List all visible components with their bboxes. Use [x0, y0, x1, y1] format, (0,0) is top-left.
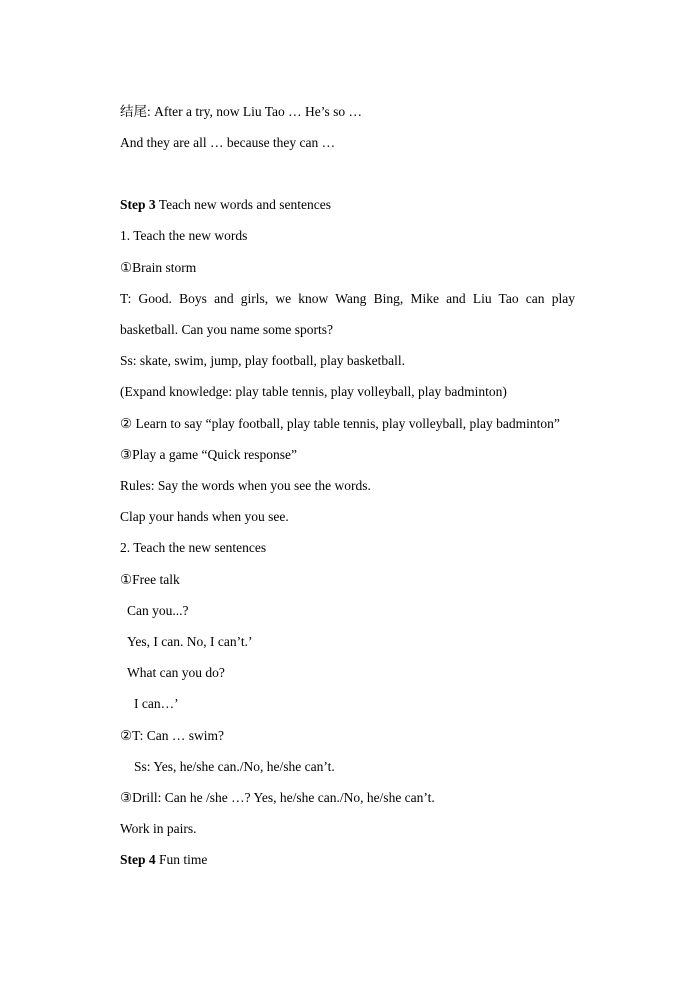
list-item: ①Brain storm [120, 260, 197, 275]
list-item: ② Learn to say “play football, play table tennis, play volleyball, play badminton” [120, 416, 560, 431]
paragraph-line: basketball. Can you name some sports? [120, 322, 333, 337]
step-label: Step 3 [120, 197, 156, 212]
text-line: Ss: skate, swim, jump, play football, play basketball. [120, 353, 405, 368]
step-label: Step 4 [120, 852, 156, 867]
step-title: Fun time [155, 852, 208, 867]
text-line: (Expand knowledge: play table tennis, play volleyball, play badminton) [120, 384, 507, 399]
step-title: Teach new words and sentences [155, 197, 332, 212]
text-line: Work in pairs. [120, 821, 197, 836]
text-line: And they are all … because they can … [120, 135, 336, 150]
list-item: ①Free talk [120, 572, 180, 587]
step-4-heading [120, 852, 207, 868]
list-item: ②T: Can … swim? [120, 728, 225, 743]
dialogue-line: What can you do? [127, 665, 225, 680]
section-heading: 2. Teach the new sentences [120, 540, 267, 555]
step-3-heading [120, 197, 331, 213]
paragraph-line: T: Good. Boys and girls, we know Wang Bing, Mike and Liu Tao can play [120, 291, 575, 306]
dialogue-line: Ss: Yes, he/she can./No, he/she can’t. [134, 759, 335, 774]
dialogue-line: I can…’ [134, 696, 179, 711]
list-item: ③Drill: Can he /she …? Yes, he/she can./No, he/she can’t. [120, 790, 435, 805]
text-line: Rules: Say the words when you see the words. [120, 478, 371, 493]
list-item: ③Play a game “Quick response” [120, 447, 298, 462]
dialogue-line: Yes, I can. No, I can’t.’ [127, 634, 253, 649]
section-heading: 1. Teach the new words [120, 228, 248, 243]
dialogue-line: Can you...? [127, 603, 189, 618]
text-line: Clap your hands when you see. [120, 509, 289, 524]
ending-line: 结尾: After a try, now Liu Tao … He’s so … [120, 104, 363, 119]
